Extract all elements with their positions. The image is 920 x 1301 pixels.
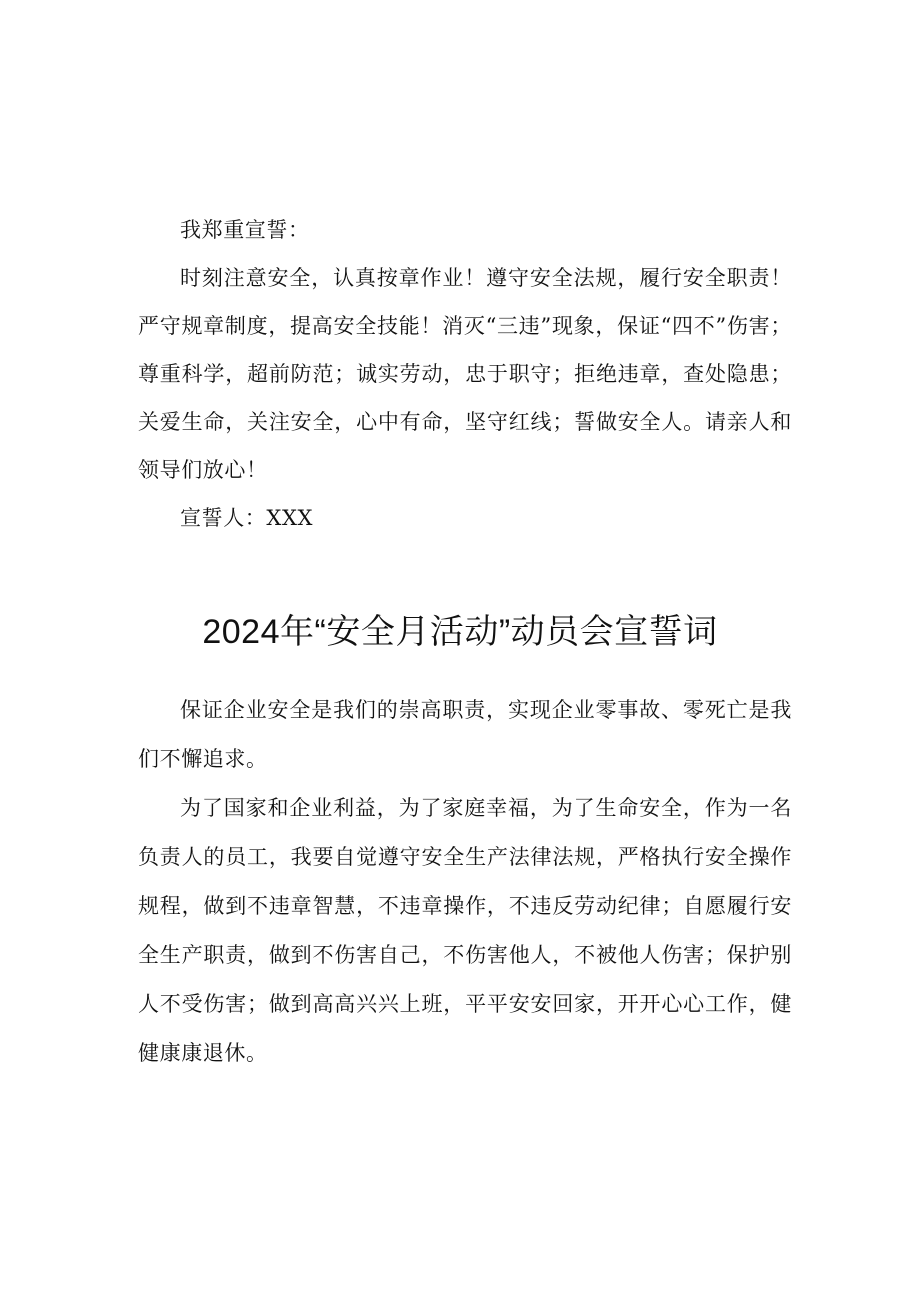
oath-signer: 宣誓人：XXX bbox=[180, 506, 314, 530]
speech-section bbox=[138, 686, 792, 1078]
oath-section bbox=[138, 206, 792, 542]
speech-paragraph-1: 保证企业安全是我们的崇高职责，实现企业零事故、零死亡是我们不懈追求。 bbox=[138, 698, 792, 771]
speech-paragraph-2: 为了国家和企业利益，为了家庭幸福，为了生命安全，作为一名负责人的员工，我要自觉遵守安全生产法律法规，严格执行安全操作规程，做到不违章智慧，不违章操作，不违反劳动纪律；自愿履行安全生产职责，做到不伤害自己，不伤害他人，不被他人伤害；保护别人不受伤害；做到高高兴兴上班，平平安安回家，开开心心工作，健健康康退休。 bbox=[138, 796, 792, 1065]
oath-opening: 我郑重宣誓： bbox=[180, 218, 310, 242]
document-title: 2024年“安全月活动”动员会宣誓词 bbox=[202, 613, 718, 651]
oath-body: 时刻注意安全，认真按章作业！遵守安全法规，履行安全职责！严守规章制度，提高安全技能！消灭“三违”现象，保证“四不”伤害；尊重科学，超前防范；诚实劳动，忠于职守；拒绝违章，查处隐患；关爱生命，关注安全，心中有命，坚守红线；誓做安全人。请亲人和领导们放心！ bbox=[138, 266, 792, 482]
